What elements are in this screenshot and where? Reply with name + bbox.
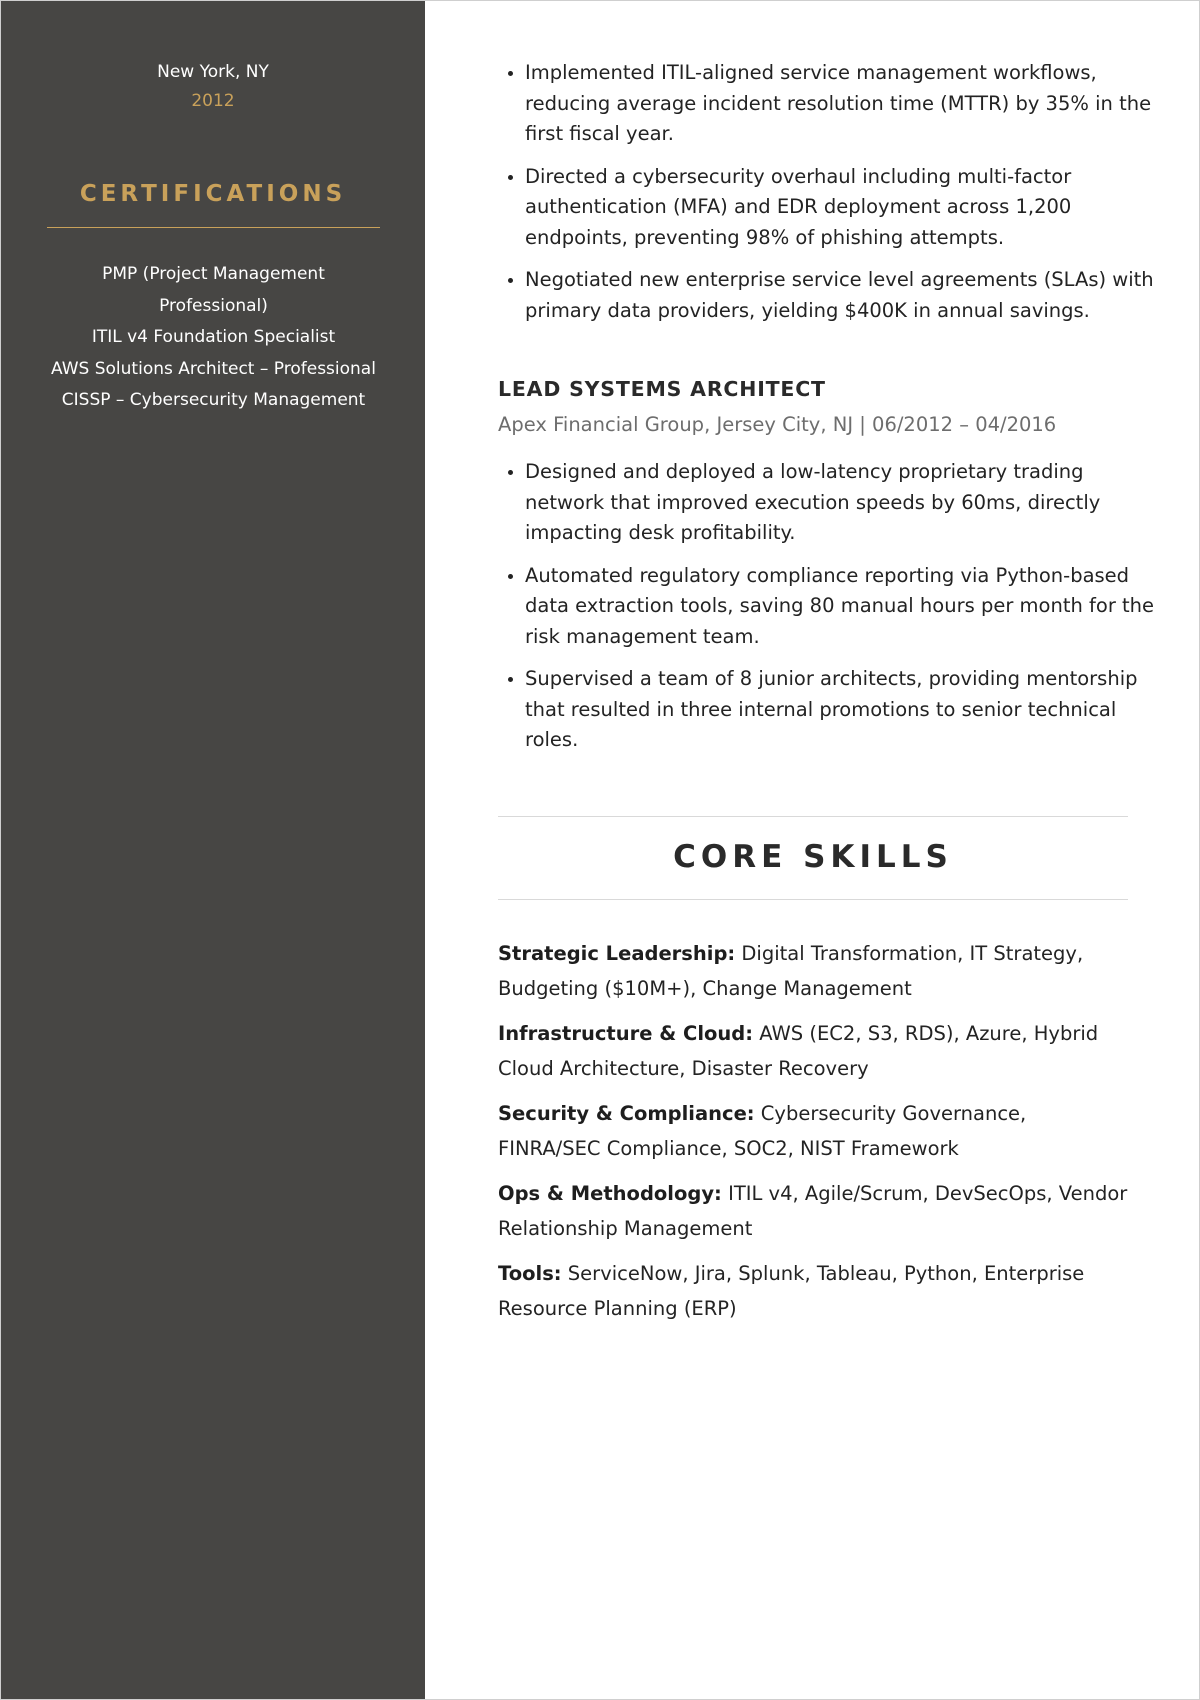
- certification-item: AWS Solutions Architect – Professional: [51, 358, 376, 379]
- job-title: LEAD SYSTEMS ARCHITECT: [498, 377, 826, 401]
- skill-item: [498, 1016, 1128, 1086]
- skill-item: [498, 936, 1128, 1006]
- skill-item: [498, 1256, 1128, 1326]
- skill-value: AWS (EC2, S3, RDS), Azure, Hybrid Cloud Architecture, Disaster Recovery: [498, 1022, 1099, 1080]
- skill-value: ServiceNow, Jira, Splunk, Tableau, Python, Enterprise Resource Planning (ERP): [498, 1262, 1085, 1320]
- certification-item: ITIL v4 Foundation Specialist: [91, 327, 336, 347]
- sidebar: [1, 1, 425, 1699]
- skill-value: Digital Transformation, IT Strategy, Budgeting ($10M+), Change Management: [498, 942, 1084, 1000]
- skill-label: Infrastructure & Cloud:: [498, 1022, 754, 1045]
- skill-value: Cybersecurity Governance, FINRA/SEC Compliance, SOC2, NIST Framework: [498, 1102, 1027, 1160]
- achievement-bullet: • Automated regulatory compliance reporting via Python-based data extraction tools, saving 80 manual hours per month for the risk management team.: [525, 561, 1155, 653]
- skill-value: ITIL v4, Agile/Scrum, DevSecOps, Vendor Relationship Management: [498, 1182, 1128, 1240]
- skills-bottom-divider: [498, 899, 1128, 900]
- education-year: 2012: [191, 91, 235, 111]
- certifications-list: [47, 259, 380, 417]
- skill-item: [498, 1176, 1128, 1246]
- job-company-dates: Apex Financial Group, Jersey City, NJ | 06/2012 – 04/2016: [498, 413, 1057, 436]
- skill-item: [498, 1096, 1128, 1166]
- skills-heading: CORE SKILLS: [673, 839, 953, 875]
- skill-label: Ops & Methodology:: [498, 1182, 722, 1205]
- skill-label: Security & Compliance:: [498, 1102, 755, 1125]
- job-bullets: [498, 457, 1155, 768]
- achievement-bullet: • Directed a cybersecurity overhaul including multi-factor authentication (MFA) and EDR deployment across 1,200 endpoints, preventing 98% of phishing attempts.: [525, 162, 1155, 254]
- skill-label: Strategic Leadership:: [498, 942, 736, 965]
- skill-label: Tools:: [498, 1262, 562, 1285]
- achievement-bullet: • Designed and deployed a low-latency proprietary trading network that improved execution speeds by 60ms, directly impacting desk profitability.: [525, 457, 1155, 549]
- certification-item: CISSP – Cybersecurity Management: [61, 390, 366, 410]
- achievement-bullet: • Supervised a team of 8 junior architects, providing mentorship that resulted in three internal promotions to senior technical roles.: [525, 664, 1155, 756]
- previous-role-bullets: [498, 58, 1155, 338]
- achievement-bullet: • Implemented ITIL-aligned service management workflows, reducing average incident resolution time (MTTR) by 35% in the first fiscal year.: [525, 58, 1155, 150]
- achievement-bullet: • Negotiated new enterprise service level agreements (SLAs) with primary data providers, yielding $400K in annual savings.: [525, 265, 1155, 326]
- certification-item: PMP (Project Management Professional): [102, 264, 325, 316]
- skills-list: [498, 936, 1128, 1336]
- certifications-divider: [47, 227, 380, 228]
- education-location: New York, NY: [157, 62, 269, 82]
- skills-top-divider: [498, 816, 1128, 817]
- certifications-heading: CERTIFICATIONS: [79, 181, 347, 207]
